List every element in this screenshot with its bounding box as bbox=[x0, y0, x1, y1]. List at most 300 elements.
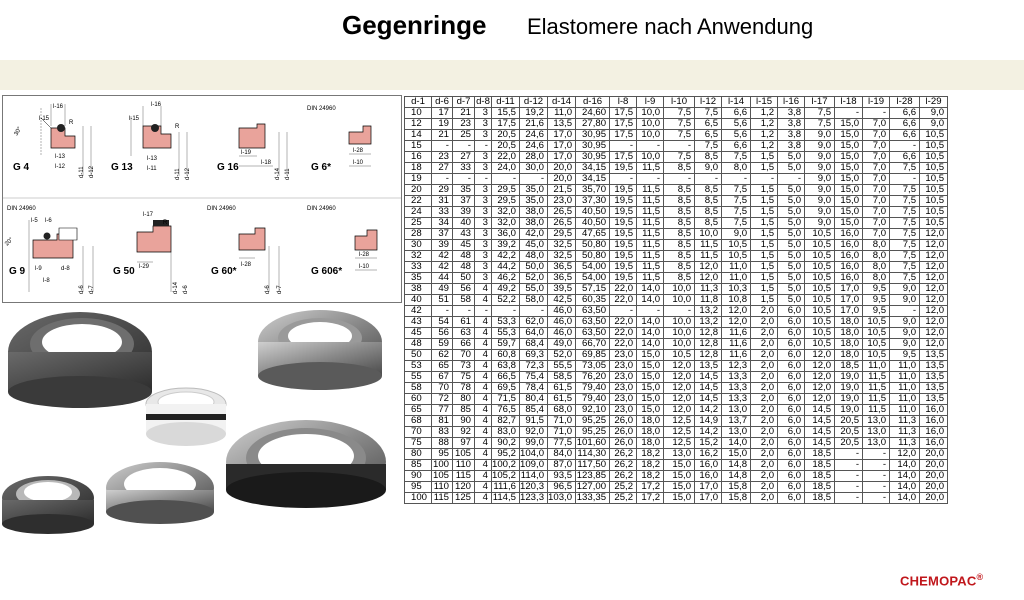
dim-d7-g60: d-7 bbox=[277, 285, 283, 294]
table-cell: 7,5 bbox=[722, 196, 751, 207]
table-cell: 15,0 bbox=[722, 449, 751, 460]
table-cell: 26,0 bbox=[610, 416, 637, 427]
dim-d11-g16: d-11 bbox=[285, 168, 291, 180]
table-cell: 10,5 bbox=[920, 130, 948, 141]
table-cell: 3 bbox=[475, 163, 492, 174]
table-cell: - bbox=[664, 174, 695, 185]
table-cell: 11,0 bbox=[890, 361, 920, 372]
table-cell: 15,2 bbox=[695, 438, 722, 449]
dim-30deg: 30° bbox=[13, 126, 24, 137]
dim-d8: d-8 bbox=[61, 266, 70, 272]
ring-photo-5 bbox=[106, 462, 214, 524]
table-cell: 6,0 bbox=[778, 449, 805, 460]
table-cell: 4 bbox=[475, 405, 492, 416]
table-cell: 2,0 bbox=[751, 449, 778, 460]
registered-mark: ® bbox=[976, 572, 984, 582]
table-cell: 95,25 bbox=[576, 416, 610, 427]
table-cell: - bbox=[835, 108, 863, 119]
table-cell: 8,5 bbox=[664, 196, 695, 207]
table-cell: 7,0 bbox=[863, 163, 890, 174]
label-g60: G 60* bbox=[211, 266, 237, 277]
table-cell: 10,0 bbox=[664, 295, 695, 306]
table-cell: 12,0 bbox=[805, 361, 835, 372]
table-cell: 21,6 bbox=[520, 119, 548, 130]
table-cell: 11,0 bbox=[890, 383, 920, 394]
table-cell: 10,0 bbox=[637, 119, 664, 130]
table-cell: 19,5 bbox=[610, 240, 637, 251]
table-cell: 75 bbox=[453, 372, 475, 383]
table-cell: 67 bbox=[432, 372, 453, 383]
table-cell: 18,2 bbox=[637, 471, 664, 482]
table-cell: 14,0 bbox=[637, 295, 664, 306]
column-header: l-16 bbox=[778, 97, 805, 108]
table-cell: 80 bbox=[453, 394, 475, 405]
column-header: d-6 bbox=[432, 97, 453, 108]
table-cell: 7,0 bbox=[863, 141, 890, 152]
table-cell: 14,0 bbox=[637, 317, 664, 328]
table-cell: 11,3 bbox=[890, 427, 920, 438]
table-cell: 61 bbox=[453, 317, 475, 328]
page-subtitle: Elastomere nach Anwendung bbox=[527, 14, 814, 39]
table-row bbox=[405, 130, 948, 141]
column-header: l-14 bbox=[722, 97, 751, 108]
table-cell: 105,2 bbox=[492, 471, 520, 482]
table-cell: 13,3 bbox=[722, 383, 751, 394]
table-cell: 11,0 bbox=[890, 372, 920, 383]
table-cell: 15,0 bbox=[664, 471, 695, 482]
table-cell: 46,0 bbox=[548, 306, 576, 317]
table-cell: 12,0 bbox=[722, 306, 751, 317]
table-cell: - bbox=[863, 471, 890, 482]
table-cell: 9,0 bbox=[805, 218, 835, 229]
table-cell: 12,8 bbox=[695, 350, 722, 361]
table-cell: 38,0 bbox=[520, 218, 548, 229]
table-cell: 13,5 bbox=[920, 394, 948, 405]
table-cell: 55,0 bbox=[520, 284, 548, 295]
table-cell: - bbox=[637, 141, 664, 152]
dim-l19: l-19 bbox=[241, 150, 252, 156]
table-cell: 45 bbox=[405, 328, 432, 339]
table-cell: 125 bbox=[453, 493, 475, 504]
table-cell: 24,60 bbox=[576, 108, 610, 119]
table-cell: 20,0 bbox=[920, 482, 948, 493]
table-cell: 26,2 bbox=[610, 460, 637, 471]
table-cell: 26,0 bbox=[610, 427, 637, 438]
table-cell: 51 bbox=[432, 295, 453, 306]
table-cell: 58 bbox=[453, 295, 475, 306]
table-cell: - bbox=[664, 306, 695, 317]
label-g4: G 4 bbox=[13, 162, 30, 173]
dim-l16-g13: l-16 bbox=[151, 102, 162, 108]
table-cell: 14,5 bbox=[695, 383, 722, 394]
table-cell: 17,0 bbox=[695, 482, 722, 493]
table-cell: 114,0 bbox=[520, 471, 548, 482]
table-row bbox=[405, 383, 948, 394]
table-cell: - bbox=[695, 174, 722, 185]
table-cell: 13,0 bbox=[863, 416, 890, 427]
table-cell: 3,8 bbox=[778, 108, 805, 119]
table-cell: 10,5 bbox=[805, 240, 835, 251]
table-cell: 17,2 bbox=[637, 493, 664, 504]
table-cell: 33 bbox=[453, 163, 475, 174]
table-cell: 10,5 bbox=[805, 284, 835, 295]
table-cell: 63,50 bbox=[576, 317, 610, 328]
table-cell: 11,5 bbox=[637, 240, 664, 251]
table-cell: 10,5 bbox=[920, 218, 948, 229]
table-cell: 42 bbox=[432, 262, 453, 273]
table-cell: 15,0 bbox=[835, 119, 863, 130]
table-cell: 5,0 bbox=[778, 196, 805, 207]
table-cell: 95 bbox=[432, 449, 453, 460]
table-cell: 2,0 bbox=[751, 350, 778, 361]
table-cell: 9,0 bbox=[920, 108, 948, 119]
table-cell: 3 bbox=[475, 196, 492, 207]
table-cell: 10,5 bbox=[722, 240, 751, 251]
table-cell: 105 bbox=[453, 449, 475, 460]
table-cell: 9,0 bbox=[890, 317, 920, 328]
table-cell: - bbox=[863, 482, 890, 493]
table-cell: 17,0 bbox=[548, 130, 576, 141]
table-cell: - bbox=[520, 306, 548, 317]
table-cell: 92,0 bbox=[520, 427, 548, 438]
column-header: d-16 bbox=[576, 97, 610, 108]
table-cell: - bbox=[492, 306, 520, 317]
table-cell: 35,0 bbox=[520, 185, 548, 196]
table-cell: 44 bbox=[432, 273, 453, 284]
table-cell: 17,5 bbox=[492, 119, 520, 130]
table-cell: 60,35 bbox=[576, 295, 610, 306]
table-cell: 3 bbox=[475, 130, 492, 141]
dim-d6-g50: d-6 bbox=[183, 285, 189, 294]
table-cell: 44,2 bbox=[492, 262, 520, 273]
table-cell: 54 bbox=[432, 317, 453, 328]
table-cell: 123,85 bbox=[576, 471, 610, 482]
table-cell: 32,5 bbox=[548, 251, 576, 262]
table-cell: 6,0 bbox=[778, 416, 805, 427]
dim-r: R bbox=[69, 120, 74, 126]
table-cell: - bbox=[835, 471, 863, 482]
table-cell: 47,65 bbox=[576, 229, 610, 240]
table-cell: 12,0 bbox=[920, 284, 948, 295]
table-cell: 14,0 bbox=[637, 284, 664, 295]
table-cell: 8,5 bbox=[664, 240, 695, 251]
table-cell: 10,5 bbox=[920, 185, 948, 196]
table-cell: 6,0 bbox=[778, 350, 805, 361]
table-cell: 11,5 bbox=[637, 185, 664, 196]
column-header: d-1 bbox=[405, 97, 432, 108]
table-cell: 7,5 bbox=[722, 207, 751, 218]
table-cell: 115 bbox=[432, 493, 453, 504]
table-cell: 11,6 bbox=[722, 328, 751, 339]
table-cell: 16,0 bbox=[920, 438, 948, 449]
table-cell: 27 bbox=[453, 152, 475, 163]
table-cell: 43 bbox=[453, 229, 475, 240]
table-cell: 93,5 bbox=[548, 471, 576, 482]
table-cell: 95 bbox=[405, 482, 432, 493]
table-cell: - bbox=[475, 306, 492, 317]
table-cell: 7,0 bbox=[863, 174, 890, 185]
table-cell: 12,0 bbox=[920, 262, 948, 273]
dim-l5: l-5 bbox=[31, 218, 38, 224]
table-cell: 34,15 bbox=[576, 174, 610, 185]
table-cell: 12,0 bbox=[805, 350, 835, 361]
table-cell: 7,0 bbox=[863, 152, 890, 163]
table-cell: 8,0 bbox=[863, 240, 890, 251]
table-cell: 12,0 bbox=[920, 306, 948, 317]
table-cell: 100 bbox=[432, 460, 453, 471]
dim-l12: l-12 bbox=[55, 164, 66, 170]
table-cell: 23,0 bbox=[610, 405, 637, 416]
table-cell: - bbox=[475, 174, 492, 185]
table-cell: 15,0 bbox=[637, 394, 664, 405]
table-cell: 9,5 bbox=[890, 350, 920, 361]
table-cell: 18,5 bbox=[805, 471, 835, 482]
table-cell: 55 bbox=[405, 372, 432, 383]
table-cell: - bbox=[637, 306, 664, 317]
table-cell: 16,0 bbox=[835, 273, 863, 284]
table-cell: 36,0 bbox=[492, 229, 520, 240]
column-header: l-9 bbox=[637, 97, 664, 108]
table-cell: 4 bbox=[475, 372, 492, 383]
table-cell: 32,0 bbox=[492, 207, 520, 218]
table-cell: 5,0 bbox=[778, 229, 805, 240]
table-cell: 7,5 bbox=[890, 229, 920, 240]
table-cell: 39,5 bbox=[548, 284, 576, 295]
table-cell: 1,5 bbox=[751, 163, 778, 174]
column-header: l-12 bbox=[695, 97, 722, 108]
table-row bbox=[405, 471, 948, 482]
table-cell: 7,0 bbox=[863, 207, 890, 218]
table-cell: 50 bbox=[405, 350, 432, 361]
column-header: l-28 bbox=[890, 97, 920, 108]
table-cell: 17,5 bbox=[610, 130, 637, 141]
table-cell: 54,00 bbox=[576, 262, 610, 273]
table-cell: 4 bbox=[475, 361, 492, 372]
table-cell: 22,0 bbox=[610, 295, 637, 306]
table-cell: 8,5 bbox=[695, 196, 722, 207]
table-cell: 20,5 bbox=[492, 130, 520, 141]
table-cell: 60,8 bbox=[492, 350, 520, 361]
table-cell: 13,5 bbox=[548, 119, 576, 130]
table-cell: 24 bbox=[405, 207, 432, 218]
table-row bbox=[405, 284, 948, 295]
table-cell: 5,0 bbox=[778, 152, 805, 163]
table-cell: 120,3 bbox=[520, 482, 548, 493]
table-cell: 12,0 bbox=[664, 383, 695, 394]
table-cell: 2,0 bbox=[751, 493, 778, 504]
table-row bbox=[405, 207, 948, 218]
table-cell: 7,5 bbox=[890, 185, 920, 196]
table-cell: 9,5 bbox=[863, 295, 890, 306]
table-row bbox=[405, 119, 948, 130]
table-cell: 23,0 bbox=[610, 372, 637, 383]
table-cell: 7,0 bbox=[863, 229, 890, 240]
table-cell: 88 bbox=[432, 438, 453, 449]
table-cell: 12,0 bbox=[890, 449, 920, 460]
table-cell: 19,5 bbox=[610, 218, 637, 229]
table-cell: 3 bbox=[475, 273, 492, 284]
table-cell: 16,0 bbox=[920, 416, 948, 427]
table-cell: 18,5 bbox=[805, 493, 835, 504]
table-cell: 14,5 bbox=[805, 405, 835, 416]
table-cell: 40 bbox=[405, 295, 432, 306]
table-cell: 11,5 bbox=[637, 229, 664, 240]
table-cell: 8,0 bbox=[722, 163, 751, 174]
table-cell: - bbox=[432, 306, 453, 317]
table-cell: 3,8 bbox=[778, 141, 805, 152]
table-cell: 115 bbox=[453, 471, 475, 482]
table-cell: 10,0 bbox=[637, 108, 664, 119]
header bbox=[0, 0, 1024, 60]
table-cell: 19,5 bbox=[610, 251, 637, 262]
table-cell: 12,0 bbox=[664, 394, 695, 405]
table-cell: 11,5 bbox=[637, 251, 664, 262]
table-cell: 13,0 bbox=[664, 449, 695, 460]
table-cell: 8,5 bbox=[664, 262, 695, 273]
table-cell: 14,2 bbox=[695, 427, 722, 438]
table-cell: 4 bbox=[475, 427, 492, 438]
table-cell: 18,0 bbox=[637, 438, 664, 449]
table-cell: - bbox=[778, 174, 805, 185]
table-cell: 71,0 bbox=[548, 416, 576, 427]
table-cell: 46,2 bbox=[492, 273, 520, 284]
table-cell: 50 bbox=[453, 273, 475, 284]
table-cell: 5,0 bbox=[778, 273, 805, 284]
table-cell: 11,6 bbox=[722, 339, 751, 350]
table-cell: 8,0 bbox=[863, 251, 890, 262]
table-cell: 66,70 bbox=[576, 339, 610, 350]
table-cell: 10,5 bbox=[805, 251, 835, 262]
table-cell: 18 bbox=[405, 163, 432, 174]
table-cell: 6,0 bbox=[778, 394, 805, 405]
table-cell: 6,0 bbox=[778, 306, 805, 317]
table-cell: 92 bbox=[453, 427, 475, 438]
drawing-g9 bbox=[4, 206, 95, 294]
table-cell: 3 bbox=[475, 218, 492, 229]
table-cell: 10,0 bbox=[637, 152, 664, 163]
ring-photo-4 bbox=[226, 420, 386, 508]
table-cell: 22 bbox=[405, 196, 432, 207]
table-cell: 1,5 bbox=[751, 185, 778, 196]
table-cell: 81 bbox=[432, 416, 453, 427]
table-cell: 10,5 bbox=[805, 317, 835, 328]
table-cell: 3 bbox=[475, 185, 492, 196]
table-cell: 15,0 bbox=[835, 163, 863, 174]
table-cell: - bbox=[637, 174, 664, 185]
dim-r-g13: R bbox=[175, 124, 180, 130]
table-cell: 9,0 bbox=[920, 119, 948, 130]
table-cell: - bbox=[863, 460, 890, 471]
table-cell: 7,5 bbox=[722, 185, 751, 196]
table-cell: 35,0 bbox=[520, 196, 548, 207]
dim-l9: l-9 bbox=[35, 266, 42, 272]
table-cell: 4 bbox=[475, 284, 492, 295]
table-cell: 15,0 bbox=[835, 174, 863, 185]
table-cell: 70 bbox=[405, 427, 432, 438]
table-cell: - bbox=[863, 449, 890, 460]
table-cell: 15,0 bbox=[637, 372, 664, 383]
table-cell: 1,5 bbox=[751, 229, 778, 240]
table-row bbox=[405, 174, 948, 185]
table-cell: 65 bbox=[432, 361, 453, 372]
table-cell: 50,80 bbox=[576, 251, 610, 262]
table-cell: 11,5 bbox=[863, 405, 890, 416]
table-cell: 45,0 bbox=[520, 240, 548, 251]
table-row bbox=[405, 493, 948, 504]
table-row bbox=[405, 262, 948, 273]
table-cell: 18,0 bbox=[835, 350, 863, 361]
page-title: Gegenringe bbox=[342, 10, 487, 40]
table-cell: 61,5 bbox=[548, 383, 576, 394]
table-cell: 3 bbox=[475, 207, 492, 218]
table-cell: 26,0 bbox=[610, 438, 637, 449]
table-cell: - bbox=[835, 449, 863, 460]
ring-photos bbox=[0, 302, 400, 542]
drawing-g16 bbox=[217, 124, 291, 180]
table-cell: 10,3 bbox=[722, 284, 751, 295]
table-cell: 12,0 bbox=[805, 383, 835, 394]
table-cell: 85,4 bbox=[520, 405, 548, 416]
table-cell: 9,0 bbox=[890, 284, 920, 295]
table-cell: 15,0 bbox=[835, 141, 863, 152]
din-label-g606: DIN 24960 bbox=[307, 206, 336, 212]
table-cell: 26,2 bbox=[610, 449, 637, 460]
table-cell: 10,5 bbox=[805, 306, 835, 317]
dim-20deg: 20° bbox=[4, 236, 15, 248]
table-cell: 14,0 bbox=[890, 471, 920, 482]
table-cell: 4 bbox=[475, 383, 492, 394]
table-cell: 20,0 bbox=[920, 493, 948, 504]
table-cell: 30 bbox=[405, 240, 432, 251]
table-cell: 14,2 bbox=[695, 405, 722, 416]
table-cell: 9,0 bbox=[695, 163, 722, 174]
table-cell: 29,5 bbox=[492, 185, 520, 196]
table-cell: 2,0 bbox=[751, 383, 778, 394]
column-header: d-14 bbox=[548, 97, 576, 108]
table-cell: 13,5 bbox=[920, 361, 948, 372]
dimensions-table bbox=[404, 96, 948, 504]
table-cell: 30,95 bbox=[576, 130, 610, 141]
table-cell: 11,8 bbox=[695, 295, 722, 306]
table-cell: 2,0 bbox=[751, 405, 778, 416]
label-g16: G 16 bbox=[217, 162, 239, 173]
table-cell: 10,5 bbox=[863, 339, 890, 350]
table-cell: 105 bbox=[432, 471, 453, 482]
table-cell: 19,0 bbox=[835, 383, 863, 394]
table-cell: 48,0 bbox=[520, 251, 548, 262]
table-cell: 20 bbox=[405, 185, 432, 196]
table-cell: 19,5 bbox=[610, 229, 637, 240]
table-cell: 11,0 bbox=[548, 108, 576, 119]
column-header: l-17 bbox=[805, 97, 835, 108]
table-cell: 11,3 bbox=[890, 416, 920, 427]
table-cell: 19 bbox=[405, 174, 432, 185]
table-cell: 42,5 bbox=[548, 295, 576, 306]
table-cell: - bbox=[610, 141, 637, 152]
table-cell: - bbox=[890, 174, 920, 185]
column-header: l-19 bbox=[863, 97, 890, 108]
table-cell: 18,0 bbox=[637, 416, 664, 427]
table-cell: 14,5 bbox=[695, 372, 722, 383]
din-label-g9: DIN 24960 bbox=[7, 206, 36, 212]
table-cell: 12,8 bbox=[695, 339, 722, 350]
dim-l15: l-15 bbox=[39, 116, 50, 122]
table-row bbox=[405, 405, 948, 416]
table-cell: 11,5 bbox=[695, 251, 722, 262]
table-cell: 1,5 bbox=[751, 251, 778, 262]
table-cell: 10,5 bbox=[920, 196, 948, 207]
drawings-panel bbox=[2, 95, 402, 303]
